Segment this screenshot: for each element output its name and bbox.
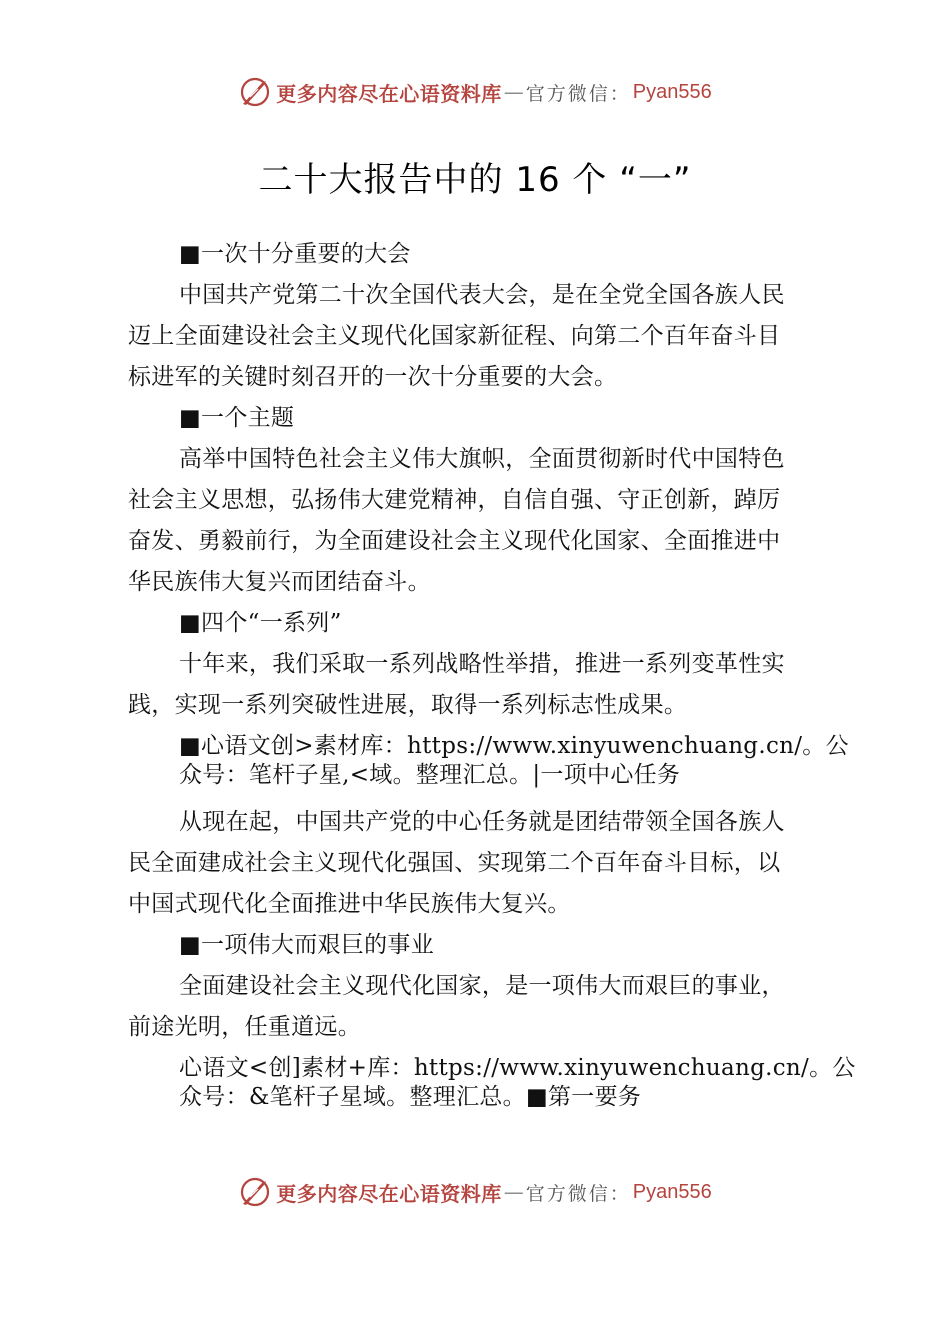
watermark-line: ■心语文创>素材库：https://www.xinyuwenchuang.cn/。公 [179, 733, 849, 759]
watermark-line: 心语文<创]素材+库：https://www.xinyuwenchuang.cn/。公 [179, 1055, 856, 1081]
paragraph-line: 中国式现代化全面推进中华民族伟大复兴。 [128, 891, 571, 917]
banner-separator: — [503, 80, 524, 104]
paragraph-line: 标进军的关键时刻召开的一次十分重要的大会。 [128, 364, 618, 390]
paragraph-line: 民全面建成社会主义现代化强国、实现第二个百年奋斗目标，以 [128, 850, 781, 876]
paragraph-line: 从现在起，中国共产党的中心任务就是团结带领全国各族人 [179, 809, 785, 835]
banner-separator: — [503, 1180, 524, 1204]
quill-pen-logo-icon [238, 75, 272, 109]
paragraph-line: 迈上全面建设社会主义现代化国家新征程、向第二个百年奋斗目 [128, 323, 781, 349]
banner-wechat-label: 官方微信： [525, 1182, 631, 1205]
section-heading: ■一个主题 [179, 405, 295, 431]
banner-wechat-id: Pyan556 [632, 80, 712, 103]
section-heading: ■一次十分重要的大会 [179, 241, 411, 267]
paragraph-line: 奋发、勇毅前行，为全面建设社会主义现代化国家、全面推进中 [128, 528, 781, 554]
paragraph-line: 中国共产党第二十次全国代表大会，是在全党全国各族人民 [179, 282, 785, 308]
paragraph-line: 践，实现一系列突破性进展，取得一系列标志性成果。 [128, 692, 688, 718]
paragraph-line: 华民族伟大复兴而团结奋斗。 [128, 569, 431, 595]
paragraph-line: 前途光明，任重道远。 [128, 1014, 361, 1040]
document-body [128, 234, 856, 1112]
paragraph-line: 高举中国特色社会主义伟大旗帜，全面贯彻新时代中国特色 [179, 446, 785, 472]
banner-wechat-label: 官方微信： [525, 82, 631, 105]
section-heading: ■四个“一系列” [179, 610, 342, 636]
paragraph-line: 全面建设社会主义现代化国家，是一项伟大而艰巨的事业， [179, 973, 785, 999]
banner-main-text: 更多内容尽在心语资料库 [276, 81, 502, 106]
page-title: 二十大报告中的 16 个 “一” [258, 160, 692, 200]
banner-main-text: 更多内容尽在心语资料库 [276, 1181, 502, 1206]
quill-pen-logo-icon [238, 1175, 272, 1209]
watermark-line: 众号：笔杆子星,<域。整理汇总。|一项中心任务 [179, 762, 681, 788]
header-banner [0, 72, 950, 112]
footer-banner [0, 1172, 950, 1212]
banner-wechat-id: Pyan556 [632, 1180, 712, 1203]
section-heading: ■一项伟大而艰巨的事业 [179, 932, 435, 958]
watermark-line: 众号：&笔杆子星域。整理汇总。■第一要务 [179, 1084, 642, 1110]
paragraph-line: 社会主义思想，弘扬伟大建党精神，自信自强、守正创新，踔厉 [128, 487, 781, 513]
paragraph-line: 十年来，我们采取一系列战略性举措，推进一系列变革性实 [179, 651, 785, 677]
